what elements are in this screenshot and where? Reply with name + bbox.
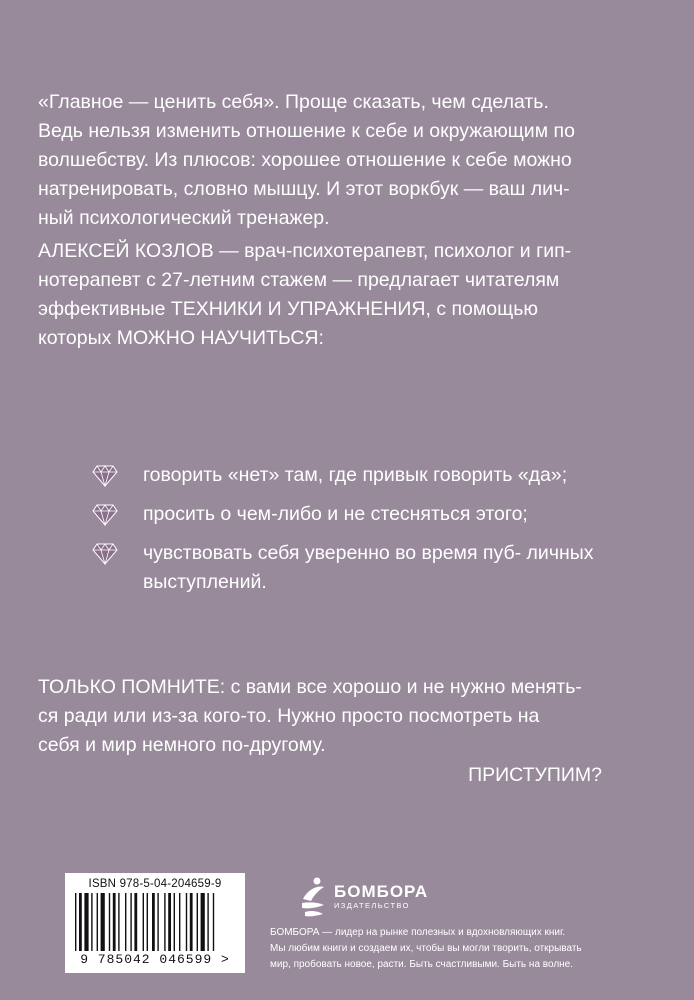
bullet-list <box>92 461 652 607</box>
isbn-label: ISBN 978-5-04-204659-9 <box>88 878 222 890</box>
bullet-text: говорить «нет» там, где привык говорить «да»; <box>143 464 568 486</box>
list-item <box>92 500 652 529</box>
intro-paragraph <box>38 88 638 233</box>
bullet-text: чувствовать себя уверенно во время пуб- личных <box>143 542 594 564</box>
author-paragraph <box>38 237 638 353</box>
barcode-bar <box>84 893 88 951</box>
barcode-bar <box>130 893 131 951</box>
publisher-description-line: мир, пробовать новое, расти. Быть счастливыми. Быть на волне. <box>270 959 574 970</box>
intro-line: Ведь нельзя изменить отношение к себе и окружающим по <box>38 120 575 142</box>
intro-line: волшебству. Из плюсов: хорошее отношение к себе можно <box>38 149 572 171</box>
barcode-bar <box>213 893 214 951</box>
barcode-bar <box>186 893 187 951</box>
barcode-bar <box>190 893 193 951</box>
barcode-bar <box>174 893 175 951</box>
barcode-bar <box>201 893 205 951</box>
barcode-bar <box>179 893 180 951</box>
barcode-bar <box>79 893 82 951</box>
intro-line: ный психологический тренажер. <box>38 207 330 229</box>
list-item <box>92 461 652 490</box>
diamond-icon <box>92 465 118 487</box>
publisher-name: БОМБОРА <box>334 882 429 901</box>
author-line: эффективные ТЕХНИКИ И УПРАЖНЕНИЯ, с помощью <box>38 298 538 320</box>
publisher-description <box>270 925 630 973</box>
reminder-line: себя и мир немного по-другому. <box>38 734 326 756</box>
reminder-line: ТОЛЬКО ПОМНИТЕ: с вами все хорошо и не нужно менять- <box>38 676 582 698</box>
barcode <box>65 873 245 973</box>
barcode-bar <box>157 893 158 951</box>
publisher-block <box>270 873 630 970</box>
barcode-bar <box>197 893 198 951</box>
publisher-logo <box>300 873 630 921</box>
barcode-bar <box>118 893 119 951</box>
barcode-digits: 9 785042 046599 > <box>80 952 230 967</box>
barcode-bar <box>97 893 98 951</box>
intro-line: натренировать, словно мышцу. И этот воркбук — ваш лич- <box>38 178 570 200</box>
author-line: АЛЕКСЕЙ КОЗЛОВ — врач-психотерапевт, психолог и гип- <box>38 240 572 262</box>
barcode-bar <box>143 893 144 951</box>
bullet-text: просить о чем-либо и не стесняться этого; <box>143 503 528 525</box>
barcode-bar <box>164 893 165 951</box>
barcode-bar <box>101 893 105 951</box>
closing-phrase: ПРИСТУПИМ? <box>468 764 602 786</box>
reminder-paragraph <box>38 673 638 760</box>
barcode-bars <box>75 893 235 951</box>
author-line: которых МОЖНО НАУЧИТЬСЯ: <box>38 327 324 349</box>
barcode-bar <box>134 893 137 951</box>
intro-line: «Главное — ценить себя». Проще сказать, чем сделать. <box>38 91 549 113</box>
barcode-bar <box>75 893 76 951</box>
barcode-bar <box>125 893 126 951</box>
reminder-line: ся ради или из-за кого-то. Нужно просто посмотреть на <box>38 705 540 727</box>
barcode-bar <box>147 893 148 951</box>
bullet-text: выступлений. <box>143 571 267 593</box>
publisher-description-line: БОМБОРА — лидер на рынке полезных и вдохновляющих книг. <box>270 927 566 938</box>
author-line: нотерапевт с 27-летним стажем — предлагает читателям <box>38 269 560 291</box>
barcode-bar <box>152 893 155 951</box>
diamond-icon <box>92 543 118 565</box>
barcode-bar <box>113 893 116 951</box>
publisher-description-line: Мы любим книги и создаем их, чтобы вы могли творить, открывать <box>270 943 582 954</box>
surfer-logo-icon <box>300 875 326 919</box>
list-item <box>92 539 652 597</box>
barcode-bar <box>168 893 171 951</box>
barcode-bar <box>109 893 110 951</box>
barcode-bar <box>207 893 208 951</box>
publisher-subtitle: ИЗДАТЕЛЬСТВО <box>334 901 410 910</box>
diamond-icon <box>92 504 118 526</box>
barcode-bar <box>91 893 92 951</box>
